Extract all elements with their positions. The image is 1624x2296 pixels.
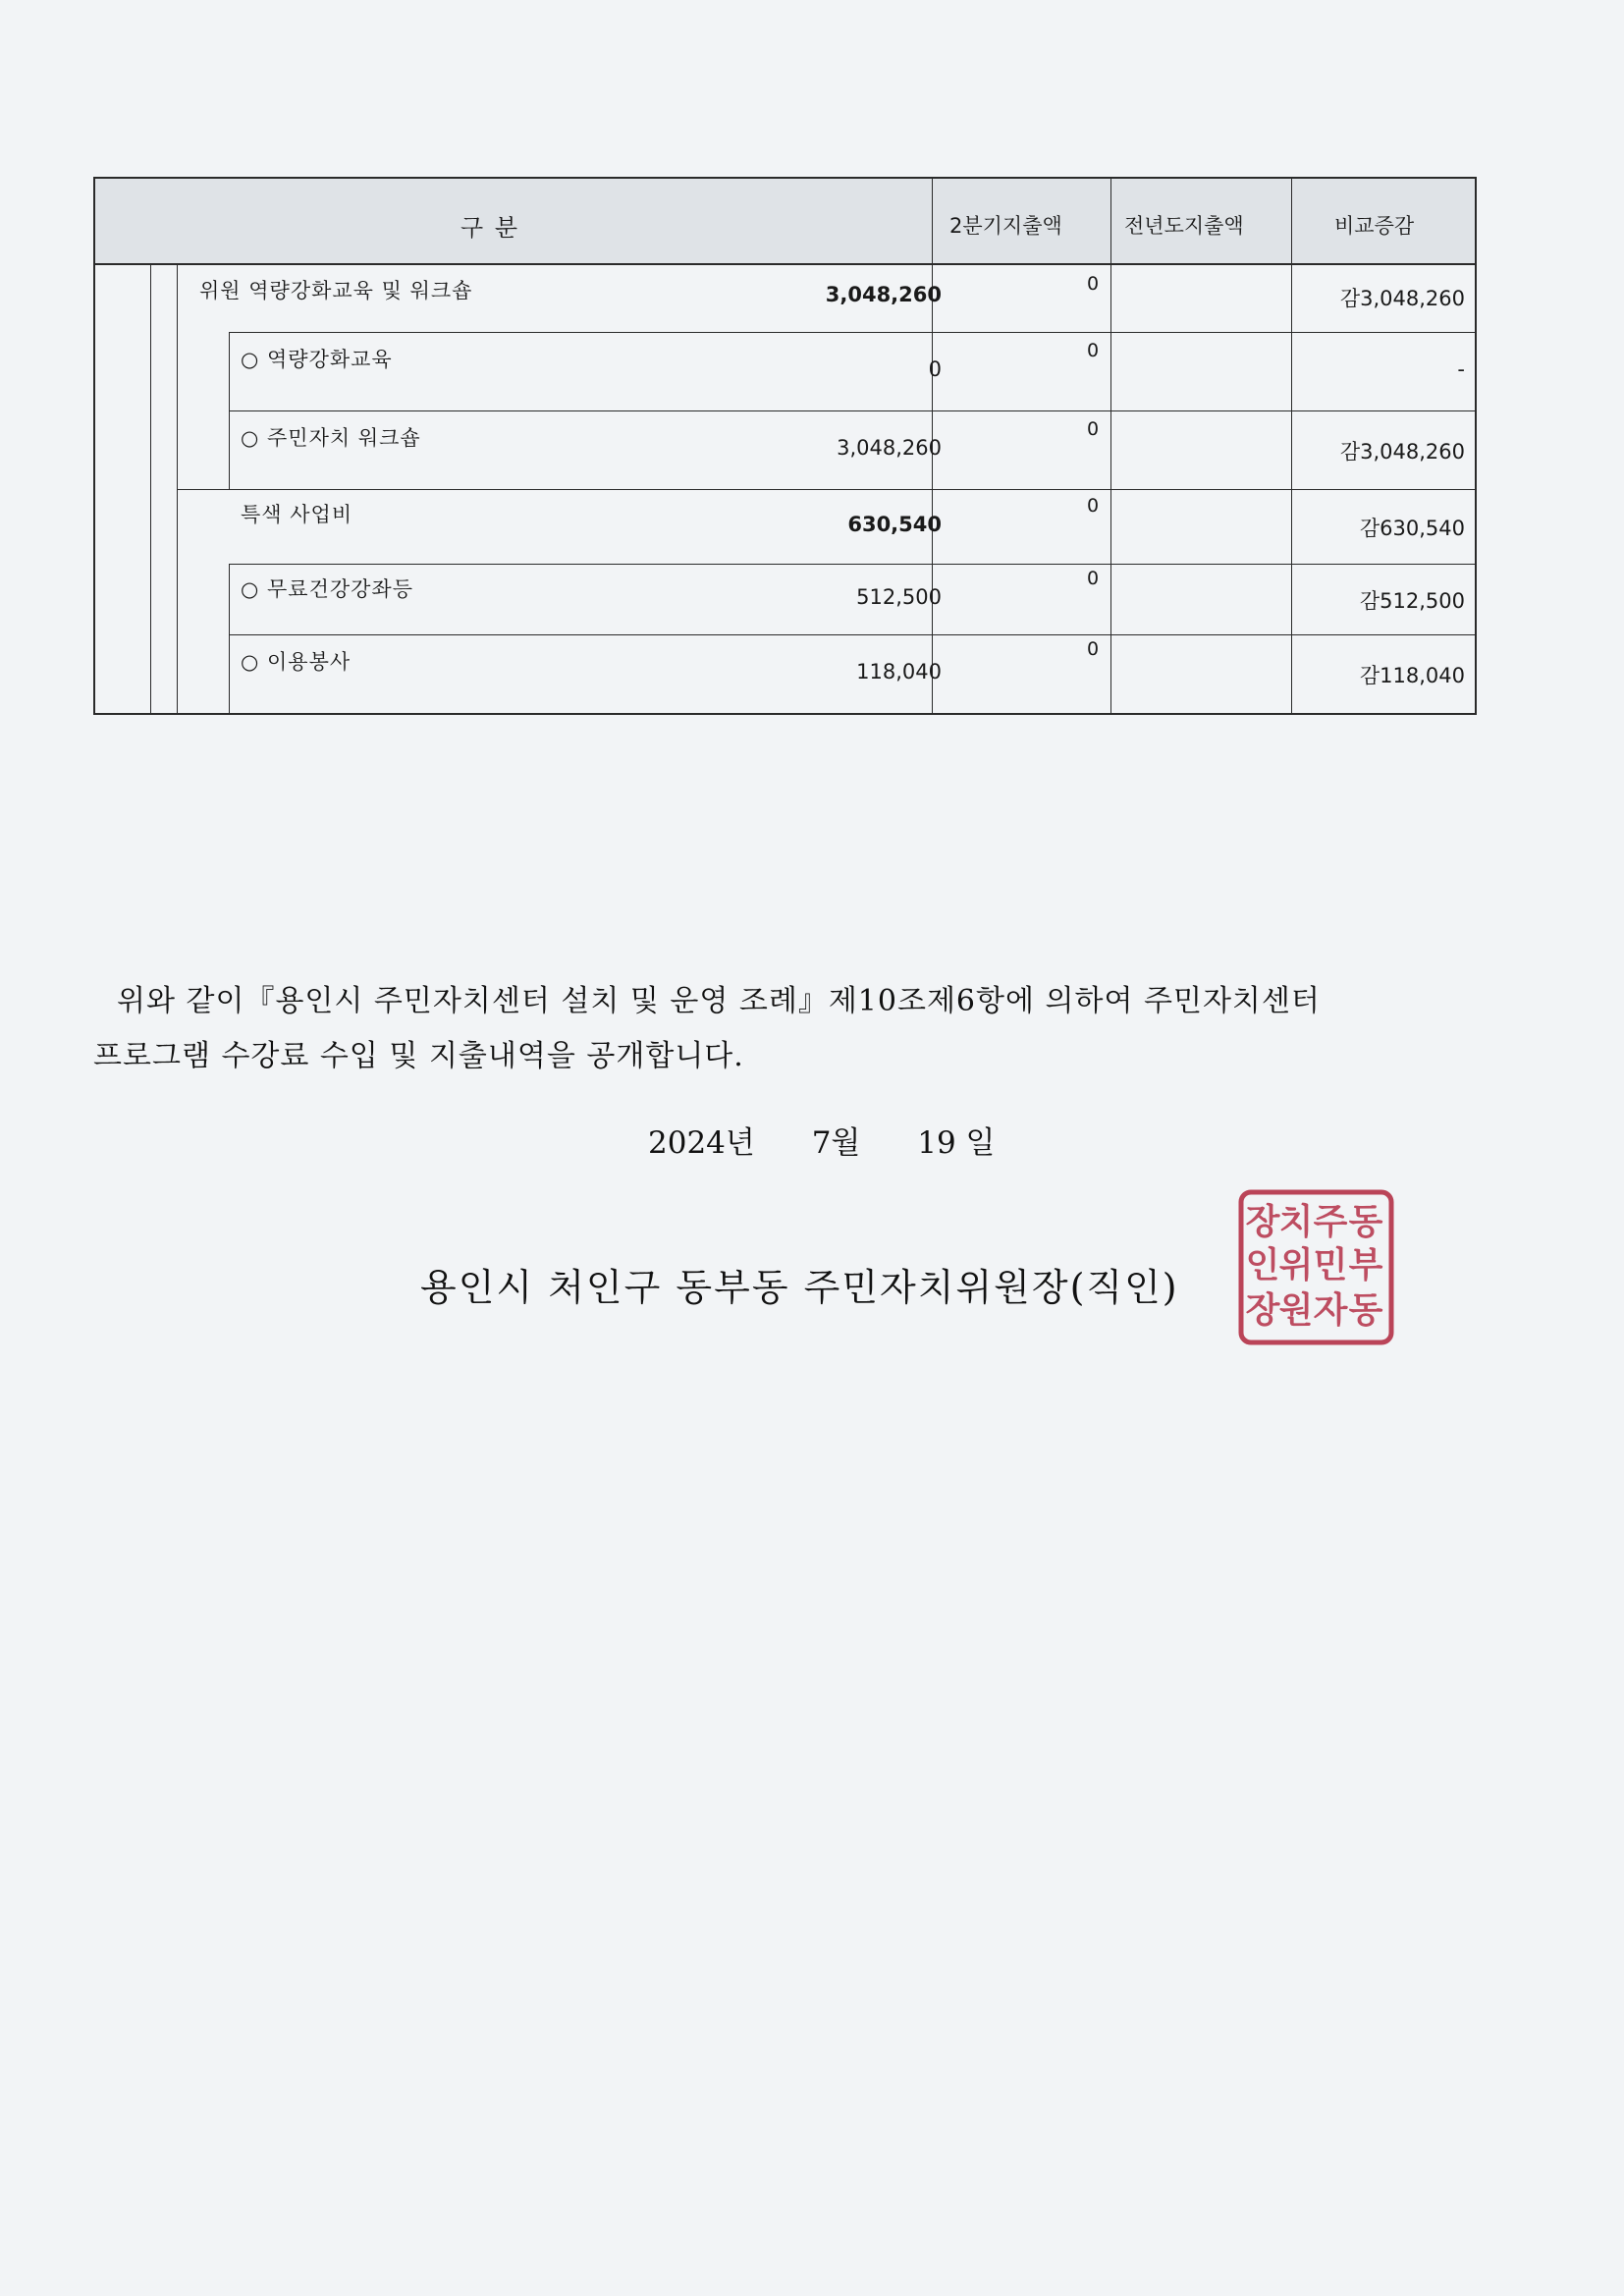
- header-diff: 비교증감: [1334, 214, 1415, 238]
- indent-divider: [229, 564, 230, 715]
- table-header: [95, 179, 1475, 265]
- row-label: 위원 역량강화교육 및 워크숍: [199, 279, 473, 302]
- svg-text:부: 부: [1348, 1244, 1383, 1285]
- official-seal-stamp: [1235, 1186, 1397, 1348]
- indent-divider: [150, 265, 151, 715]
- svg-text:장: 장: [1245, 1289, 1280, 1331]
- svg-text:원: 원: [1278, 1289, 1314, 1331]
- row-divider: [177, 489, 1477, 490]
- row-diff: 감118,040: [1359, 664, 1465, 687]
- row-prev-expense: 630,540: [847, 513, 942, 536]
- document-date: [648, 1118, 1042, 1162]
- expense-table: [93, 177, 1477, 715]
- row-label: ○ 무료건강강좌등: [241, 577, 414, 601]
- notice-paragraph: [93, 974, 1488, 1084]
- notice-line-2: 프로그램 수강료 수입 및 지출내역을 공개합니다.: [93, 1039, 744, 1073]
- header-q2-expense: 2분기지출액: [949, 214, 1062, 238]
- row-prev-expense: 118,040: [856, 660, 942, 683]
- row-divider: [229, 564, 1477, 565]
- header-prev-year-expense: 전년도지출액: [1124, 214, 1244, 238]
- row-q2-expense: 0: [1087, 418, 1100, 440]
- header-category: 구 분: [460, 214, 519, 242]
- signer-title: 용인시 처인구 동부동 주민자치위원장(직인): [420, 1266, 1179, 1309]
- row-divider: [229, 332, 1477, 333]
- row-diff: 감3,048,260: [1339, 287, 1465, 310]
- date-year: 2024년: [648, 1125, 755, 1161]
- svg-text:자: 자: [1313, 1289, 1348, 1331]
- svg-text:인: 인: [1245, 1244, 1280, 1285]
- row-divider: [229, 634, 1477, 635]
- svg-text:주: 주: [1313, 1201, 1348, 1242]
- svg-text:장: 장: [1245, 1201, 1280, 1242]
- row-q2-expense: 0: [1087, 340, 1100, 361]
- row-q2-expense: 0: [1087, 568, 1100, 589]
- row-label: 특색 사업비: [241, 503, 353, 526]
- row-prev-expense: 0: [928, 357, 942, 381]
- indent-divider: [177, 265, 178, 715]
- row-label: ○ 주민자치 워크숍: [241, 426, 421, 450]
- row-q2-expense: 0: [1087, 495, 1100, 517]
- svg-text:민: 민: [1313, 1244, 1348, 1285]
- row-diff: -: [1457, 357, 1465, 381]
- row-diff: 감3,048,260: [1339, 440, 1465, 464]
- svg-text:동: 동: [1348, 1201, 1383, 1242]
- svg-text:동: 동: [1348, 1289, 1383, 1331]
- svg-text:치: 치: [1278, 1201, 1314, 1242]
- row-divider: [229, 410, 1477, 411]
- row-label: ○ 이용봉사: [241, 650, 352, 674]
- date-month: 7월: [811, 1125, 861, 1161]
- svg-text:위: 위: [1278, 1244, 1314, 1285]
- row-prev-expense: 512,500: [856, 585, 942, 609]
- row-prev-expense: 3,048,260: [825, 283, 942, 306]
- row-prev-expense: 3,048,260: [837, 436, 942, 460]
- row-diff: 감512,500: [1359, 589, 1465, 613]
- notice-line-1: 위와 같이『용인시 주민자치센터 설치 및 운영 조례』제10조제6항에 의하여 주민자치센터: [117, 984, 1321, 1018]
- row-q2-expense: 0: [1087, 273, 1100, 295]
- date-day: 19 일: [917, 1125, 996, 1161]
- row-diff: 감630,540: [1359, 517, 1465, 540]
- row-q2-expense: 0: [1087, 638, 1100, 660]
- row-label: ○ 역량강화교육: [241, 348, 393, 371]
